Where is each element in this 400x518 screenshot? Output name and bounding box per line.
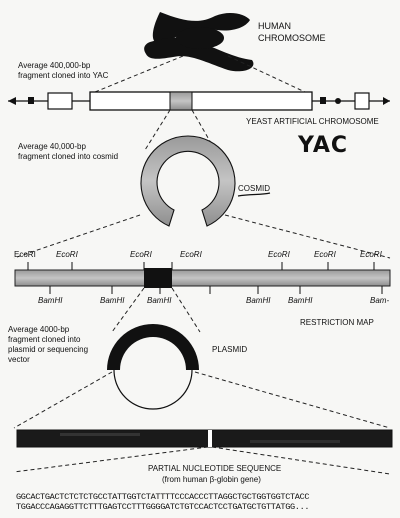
chromosome-label-line1: HUMAN [258, 21, 291, 31]
vector-bar [17, 430, 392, 447]
plasmid-fragment-label-line2: fragment cloned into [8, 335, 81, 344]
restriction-map-bar [15, 268, 390, 288]
zoom-line-plasmid-right [172, 288, 200, 332]
cosmid-name-label: COSMID [238, 184, 270, 193]
sequence-line: GGCACTGACTCTCTCTGCCTATTGGTCTATTTTCCCACCCTTAGGCTGCTGGTGGTCTACC [16, 492, 310, 502]
yac-fragment-label-line2: fragment cloned into YAC [18, 71, 109, 80]
plasmid-name-label: PLASMID [212, 345, 248, 354]
restriction-map-label: RESTRICTION MAP [300, 318, 374, 327]
zoom-line-vector-right [195, 372, 390, 428]
ecori-label: EcoRI [268, 250, 290, 259]
ecori-label: EcoRI [360, 250, 382, 259]
yac-name-label: YEAST ARTIFICIAL CHROMOSOME [246, 117, 379, 126]
bamhi-label: BamHI [100, 296, 125, 305]
plasmid-fragment-label-line3: plasmid or sequencing [8, 345, 89, 354]
ecori-label: EcoRI [14, 250, 36, 259]
cosmid-fragment-label-line2: fragment cloned into cosmid [18, 152, 119, 161]
yac-vector [8, 92, 390, 110]
zoom-line-vector-left [14, 372, 112, 428]
sequence-title: PARTIAL NUCLEOTIDE SEQUENCE [148, 464, 282, 473]
bamhi-label: Bam- [370, 296, 390, 305]
cosmid-ring [141, 136, 235, 226]
bamhi-label: BamHI [246, 296, 271, 305]
yac-handwritten-label: YAC [298, 133, 348, 158]
chromosome-shape [144, 12, 253, 71]
ecori-label: EcoRI [314, 250, 336, 259]
cosmid-fragment-label-line1: Average 40,000-bp [18, 142, 86, 151]
ecori-ticks [28, 262, 374, 270]
bamhi-label: BamHI [147, 296, 172, 305]
ecori-label: EcoRI [130, 250, 152, 259]
bamhi-ticks [50, 286, 382, 294]
sequence-source: (from human β-globin gene) [162, 475, 261, 484]
ecori-label: EcoRI [56, 250, 78, 259]
ecori-label: EcoRI [180, 250, 202, 259]
zoom-line-plasmid-left [112, 288, 144, 332]
plasmid-circle [107, 324, 199, 409]
plasmid-fragment-label-line4: vector [8, 355, 30, 364]
bamhi-label: BamHI [288, 296, 313, 305]
plasmid-fragment-label-line1: Average 4000-bp [8, 325, 70, 334]
yac-fragment-label-line1: Average 400,000-bp [18, 61, 91, 70]
chromosome-label-line2: CHROMOSOME [258, 33, 326, 43]
sequence-line: TGGACCCAGAGGTTCTTTGAGTCCTTTGGGGATCTGTCCACTCCTGATGCTGTTATGG... [16, 502, 310, 512]
bamhi-label: BamHI [38, 296, 63, 305]
